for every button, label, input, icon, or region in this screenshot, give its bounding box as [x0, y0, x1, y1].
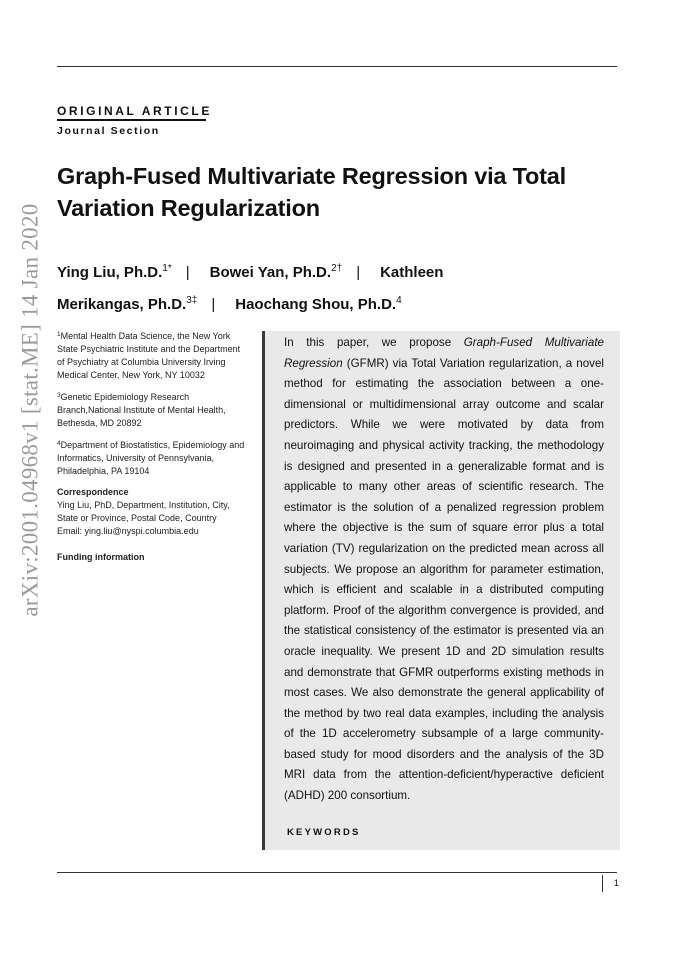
affiliation-text: Department of Biostatistics, Epidemiology and Informatics, University of Pennsylvania, Philadelphia, PA 19104 [57, 440, 245, 476]
abstract-lead: In this paper, we propose [284, 336, 464, 349]
top-rule [57, 66, 617, 67]
author-superscript: 3‡ [186, 295, 198, 306]
author-name: Ying Liu, Ph.D. [57, 264, 163, 281]
author-superscript: 1* [162, 263, 172, 274]
affiliation-superscript: 3 [57, 392, 61, 399]
arxiv-stamp-text: arXiv:2001.04968v1 [stat.ME] 14 Jan 2020 [18, 203, 43, 617]
author-list [57, 255, 477, 319]
author-superscript: 4 [396, 295, 402, 306]
abstract-body: (GFMR) via Total Variation regularization, a novel method for estimating the association between a one-dimensional or multidimensional array outcome and scalar predictors. While we were motivated by data from neuroimaging and physical activity tracking, the methodology is designed and presented in a generalizable format and is applicable to many other areas of scientific research. The estimator is the solution of a penalized regression problem where the objective is the sum of square error plus a total variation (TV) regularization on the predicted mean across all subjects. We propose an algorithm for parameter estimation, which is efficient and scalable in a distributed computing platform. Proof of the algorithm convergence is provided, and the statistical consistency of the estimator is presented via an oracle inequality. We present 1D and 2D simulation results and demonstrate that GFMR outperforms existing methods in most cases. We also demonstrate the general applicability of the method by two real data examples, including the analysis of the 1D accelerometry subsample of a large community-based study for mood disorders and the analysis of the 3D MRI data from the attention-deficient/hyperactive deficient (ADHD) 200 consortium. [284, 356, 604, 803]
bottom-rule [57, 872, 617, 873]
funding-title: Funding information [57, 552, 145, 562]
author-name: Kathleen Merikangas, Ph.D. [57, 264, 444, 313]
abstract-method-name: Graph-Fused Multivariate Regression [284, 336, 604, 370]
affiliation-superscript: 1 [57, 331, 61, 338]
author-separator: | [211, 296, 216, 313]
left-column [57, 328, 247, 564]
author-name: Haochang Shou, Ph.D. [235, 296, 397, 313]
affiliation-text: Genetic Epidemiology Research Branch,National Institute of Mental Health, Bethesda, MD 20892 [57, 392, 226, 428]
abstract-text [284, 333, 604, 807]
journal-section: Journal Section [57, 125, 160, 137]
correspondence-text: Ying Liu, PhD, Department, Institution, City, State or Province, Postal Code, Country [57, 500, 230, 523]
keywords-label: KEYWORDS [287, 827, 361, 838]
paper-title: Graph-Fused Multivariate Regression via Total Variation Regularization [57, 163, 566, 221]
article-type-underline [57, 119, 206, 121]
correspondence-title: Correspondence [57, 487, 129, 497]
affiliation-text: Mental Health Data Science, the New York State Psychiatric Institute and the Department of Psychiatry at Columbia University Irving Medical Center, New York, NY 10032 [57, 331, 241, 380]
affiliation-4 [57, 437, 247, 478]
affiliation-superscript: 4 [57, 440, 61, 447]
page-number: 1 [602, 875, 619, 892]
affiliation-3 [57, 389, 247, 430]
correspondence-email: Email: ying.liu@nyspi.columbia.edu [57, 526, 199, 536]
author-separator: | [185, 264, 190, 281]
author-name: Bowei Yan, Ph.D. [209, 264, 332, 281]
article-type: ORIGINAL ARTICLE [57, 104, 212, 118]
author-separator: | [356, 264, 361, 281]
author-superscript: 2† [331, 263, 343, 274]
affiliation-1 [57, 328, 247, 382]
arxiv-side-stamp [11, 160, 51, 660]
